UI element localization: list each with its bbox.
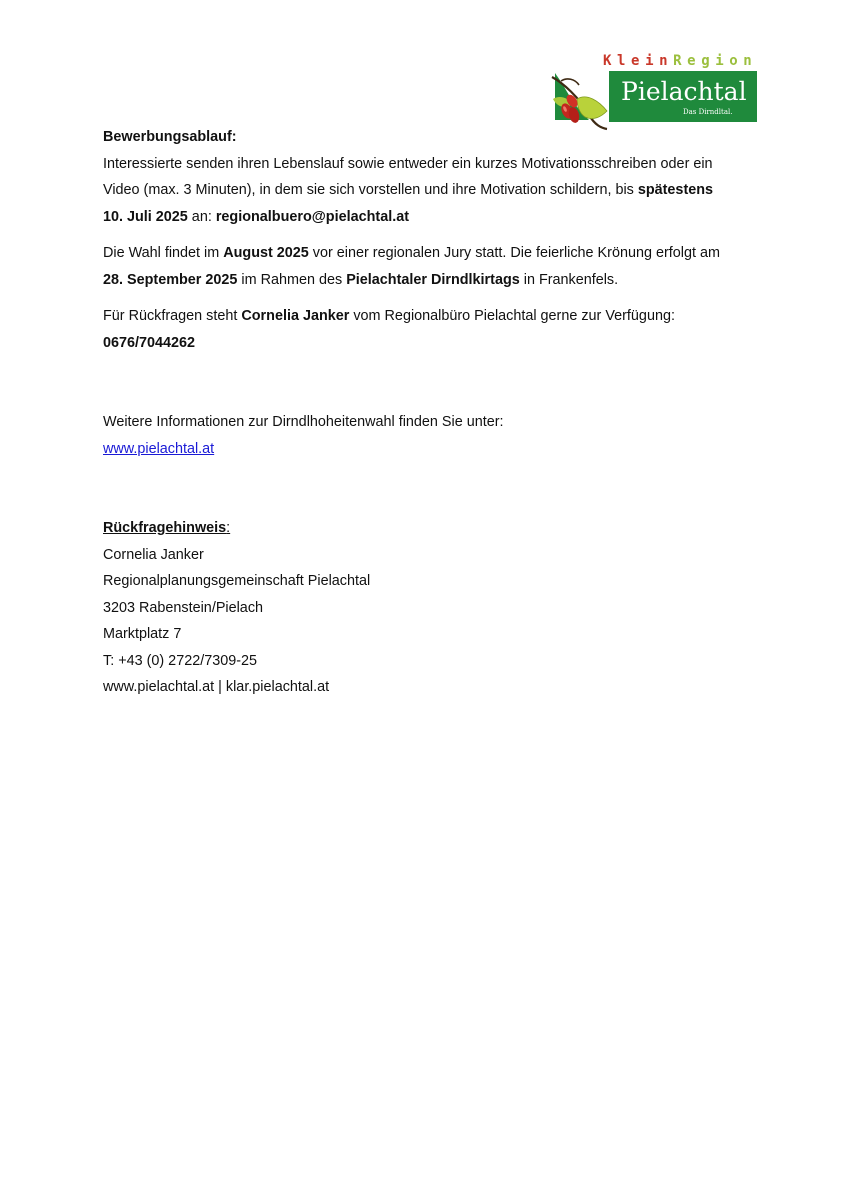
inquiry-web: www.pielachtal.at | klar.pielachtal.at [103, 679, 330, 695]
application-line-2: Video (max. 3 Minuten), in dem sie sich vorstellen und ihre Motivation schildern, bis spätestens [103, 182, 714, 198]
coronation-date: 28. September 2025 [103, 271, 238, 288]
selection-line-1: Die Wahl findet im August 2025 vor einer regionalen Jury statt. Die feierliche Krönung erfolgt am [103, 245, 720, 261]
logo-green-box [549, 71, 757, 122]
inquiry-heading: Rückfragehinweis: [103, 520, 231, 536]
deadline-date: 10. Juli 2025 [103, 208, 188, 225]
pielachtal-website-link[interactable]: www.pielachtal.at [103, 440, 215, 457]
event-name: Pielachtaler Dirndlkirtags [346, 271, 520, 288]
application-email: regionalbuero@pielachtal.at [215, 208, 409, 225]
logo-top-text [603, 52, 757, 70]
deadline-word: spätestens [637, 182, 714, 198]
inquiry-org: Regionalplanungsgemeinschaft Pielachtal [103, 573, 371, 589]
inquiry-street: Marktplatz 7 [103, 626, 182, 642]
logo-region: Region [673, 53, 758, 69]
inquiry-city: 3203 Rabenstein/Pielach [103, 599, 264, 616]
cornel-branch-icon [549, 71, 609, 122]
contact-intro-line: Für Rückfragen steht Cornelia Janker vom Regionalbüro Pielachtal gerne zur Verfügung: [103, 308, 675, 324]
inquiry-name: Cornelia Janker [103, 546, 204, 563]
application-heading: Bewerbungsablauf: [103, 129, 237, 145]
logo-klein: Klein [603, 53, 674, 69]
contact-person: Cornelia Janker [241, 308, 350, 324]
selection-line-2: 28. September 2025 im Rahmen des Pielachtaler Dirndlkirtags in Frankenfels. [103, 271, 619, 288]
selection-month: August 2025 [223, 245, 309, 261]
logo-name: Pielachtal [621, 77, 747, 106]
logo-tagline: Das Dirndltal. [683, 108, 733, 116]
more-info-text: Weitere Informationen zur Dirndlhoheitenwahl finden Sie unter: [103, 414, 504, 430]
contact-phone: 0676/7044262 [103, 334, 196, 351]
document-body [103, 124, 753, 701]
inquiry-phone: T: +43 (0) 2722/7309-25 [103, 652, 258, 669]
application-line-3: 10. Juli 2025 an: regionalbuero@pielachtal.at [103, 208, 409, 225]
kleinregion-pielachtal-logo [549, 52, 759, 128]
more-info-line [103, 436, 753, 463]
application-line-1: Interessierte senden ihren Lebenslauf sowie entweder ein kurzes Motivationsschreiben oder ein [103, 155, 713, 172]
